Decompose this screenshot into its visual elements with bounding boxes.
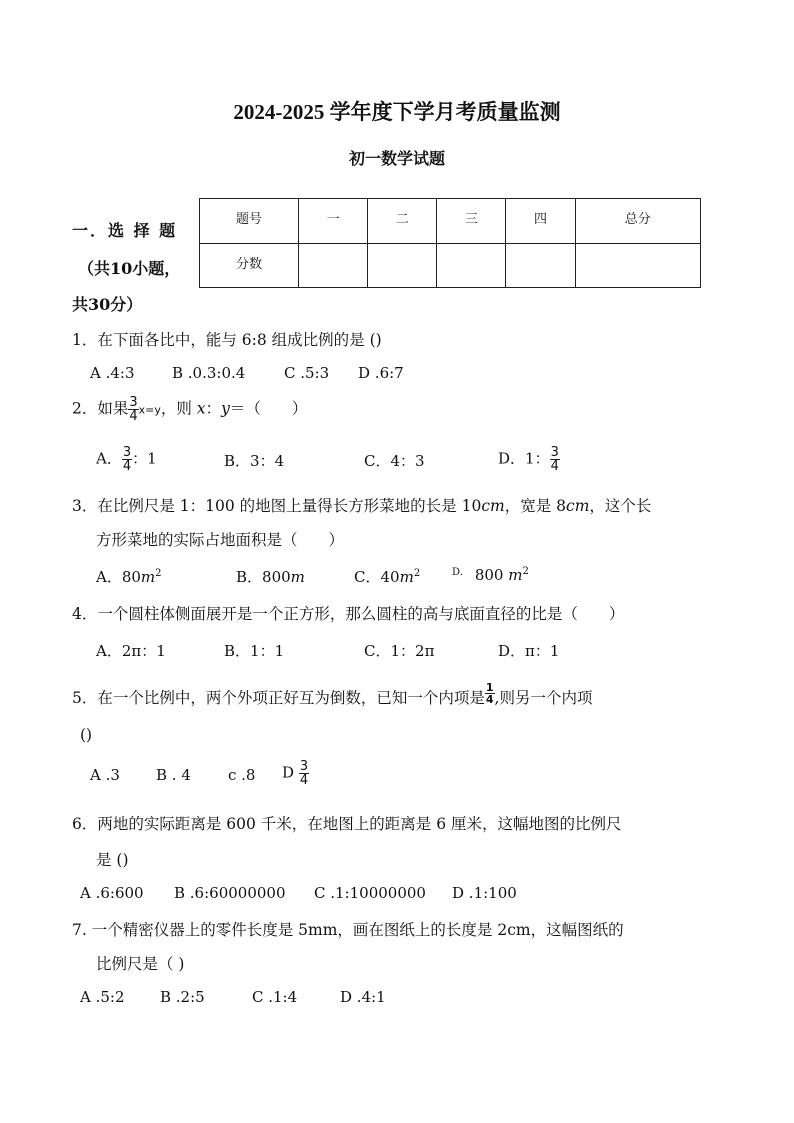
q1-option-d: D .6:7: [358, 364, 404, 382]
q6-option-b: B .6:60000000: [174, 884, 286, 902]
q6-option-a: A .6:600: [80, 884, 144, 902]
score-entry-cell[interactable]: [575, 243, 700, 288]
section-count: （共10小题，: [78, 259, 181, 278]
score-header-cell: 一: [299, 199, 368, 244]
q2-equation: x=y: [138, 403, 161, 417]
q3-option-a: A．$80m^2$: [96, 568, 162, 586]
q5-option-b: B . 4: [156, 766, 191, 784]
q7-option-a: A .5:2: [80, 988, 125, 1006]
q3-option-b: B．800m: [236, 568, 305, 586]
section-points: 共30分）: [72, 295, 143, 314]
section-heading: 一．选 择 题: [72, 221, 178, 240]
score-table-score-row: [200, 243, 701, 288]
q1-option-c: C .5:3: [284, 364, 330, 382]
question-3-cont: 方形菜地的实际占地面积是（ ）: [96, 531, 345, 549]
question-1: 1．在下面各比中，能与 6:8 组成比例的是 (): [72, 331, 382, 349]
question-3: 3．在比例尺是 1：100 的地图上量得长方形菜地的长是 10cm，宽是 8cm，这个长: [72, 497, 652, 515]
score-header-cell: 总分: [575, 199, 700, 244]
question-6-cont: 是 (): [96, 851, 129, 869]
question-2: 2．如果 $\frac{3}{4}$ x=y，则 x：y＝（ ）: [72, 395, 308, 424]
question-6: 6．两地的实际距离是 600 千米，在地图上的距离是 6 厘米，这幅地图的比例尺: [72, 815, 622, 833]
score-entry-cell[interactable]: [368, 243, 437, 288]
score-header-cell: 四: [506, 199, 575, 244]
score-header-cell: 三: [437, 199, 506, 244]
q5-option-d: D $\frac{3}{4}$: [282, 759, 309, 788]
q2-option-b: B．3：4: [224, 452, 285, 470]
question-4: 4．一个圆柱体侧面展开是一个正方形，那么圆柱的高与底面直径的比是（ ）: [72, 605, 625, 623]
question-5: 5．在一个比例中，两个外项正好互为倒数，已知一个内项是 $\frac{1}{4}$ ,则另一个内项: [72, 680, 593, 707]
q4-option-d: D．π：1: [498, 642, 560, 660]
exam-title: 2024-2025 学年度下学月考质量监测: [233, 100, 561, 124]
q2-option-d: D．1： $\frac{3}{4}$: [498, 445, 559, 474]
score-entry-cell[interactable]: [299, 243, 368, 288]
q2-option-c: C．4：3: [364, 452, 425, 470]
q2-option-a: A． $\frac{3}{4}$ ：1: [96, 445, 157, 474]
q1-option-a: A .4:3: [90, 364, 135, 382]
q1-option-b: B .0.3:0.4: [172, 364, 246, 382]
score-table-header-row: [200, 199, 701, 244]
exam-subtitle: 初一数学试题: [348, 149, 445, 168]
q7-option-d: D .4:1: [340, 988, 386, 1006]
q6-option-d: D .1:100: [452, 884, 517, 902]
q4-option-c: C．1：2π: [364, 642, 435, 660]
question-7: 7. 一个精密仪器上的零件长度是 5mm，画在图纸上的长度是 2cm，这幅图纸的: [72, 921, 624, 939]
question-7-cont: 比例尺是（ ): [96, 955, 185, 973]
q2-fraction: $\frac{3}{4}$: [129, 395, 138, 424]
score-entry-cell[interactable]: [437, 243, 506, 288]
q3-option-d: $^{D.}$ 800 $m^2$: [452, 566, 529, 584]
q4-option-b: B．1：1: [224, 642, 285, 660]
score-header-cell: 题号: [200, 199, 299, 244]
score-row-label: 分数: [200, 243, 299, 288]
score-table: [199, 198, 701, 288]
q7-option-b: B .2:5: [160, 988, 205, 1006]
q7-option-c: C .1:4: [252, 988, 298, 1006]
q5-option-a: A .3: [90, 766, 120, 784]
q2-prefix: 2．如果: [72, 399, 129, 418]
q6-option-c: C .1:10000000: [314, 884, 426, 902]
q4-option-a: A．2π：1: [96, 642, 166, 660]
score-header-cell: 二: [368, 199, 437, 244]
q5-option-c: c .8: [228, 766, 256, 784]
question-5-cont: (): [80, 726, 93, 744]
score-entry-cell[interactable]: [506, 243, 575, 288]
q3-option-c: C．$40m^2$: [354, 568, 421, 586]
